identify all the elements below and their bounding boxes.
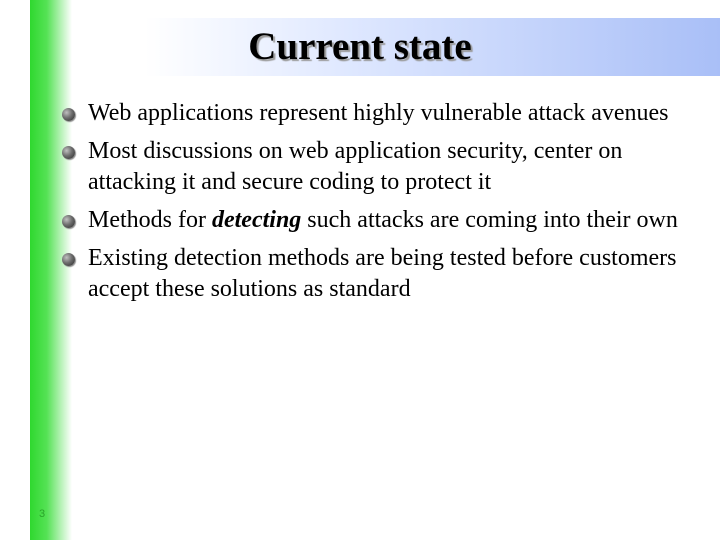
bullet-text-pre: Methods for (88, 207, 212, 233)
bullet-list (62, 98, 702, 312)
page-number: 3 (39, 508, 46, 520)
bullet-icon (62, 108, 75, 121)
bullet-icon (62, 215, 75, 228)
bullet-icon (62, 146, 75, 159)
bullet-item (62, 136, 702, 198)
bullet-item (62, 98, 702, 129)
bullet-text: Web applications represent highly vulnerable attack avenues (88, 100, 669, 126)
bullet-item (62, 243, 702, 305)
bullet-text: Most discussions on web application security, center on attacking it and secure coding to protect it (88, 138, 623, 195)
bullet-text: Existing detection methods are being tested before customers accept these solutions as standard (88, 245, 677, 302)
slide-title: Current state (248, 25, 472, 68)
bullet-item (62, 205, 702, 236)
bullet-emphasis: detecting (211, 207, 302, 233)
bullet-icon (62, 253, 75, 266)
bullet-text-post: such attacks are coming into their own (301, 207, 678, 233)
